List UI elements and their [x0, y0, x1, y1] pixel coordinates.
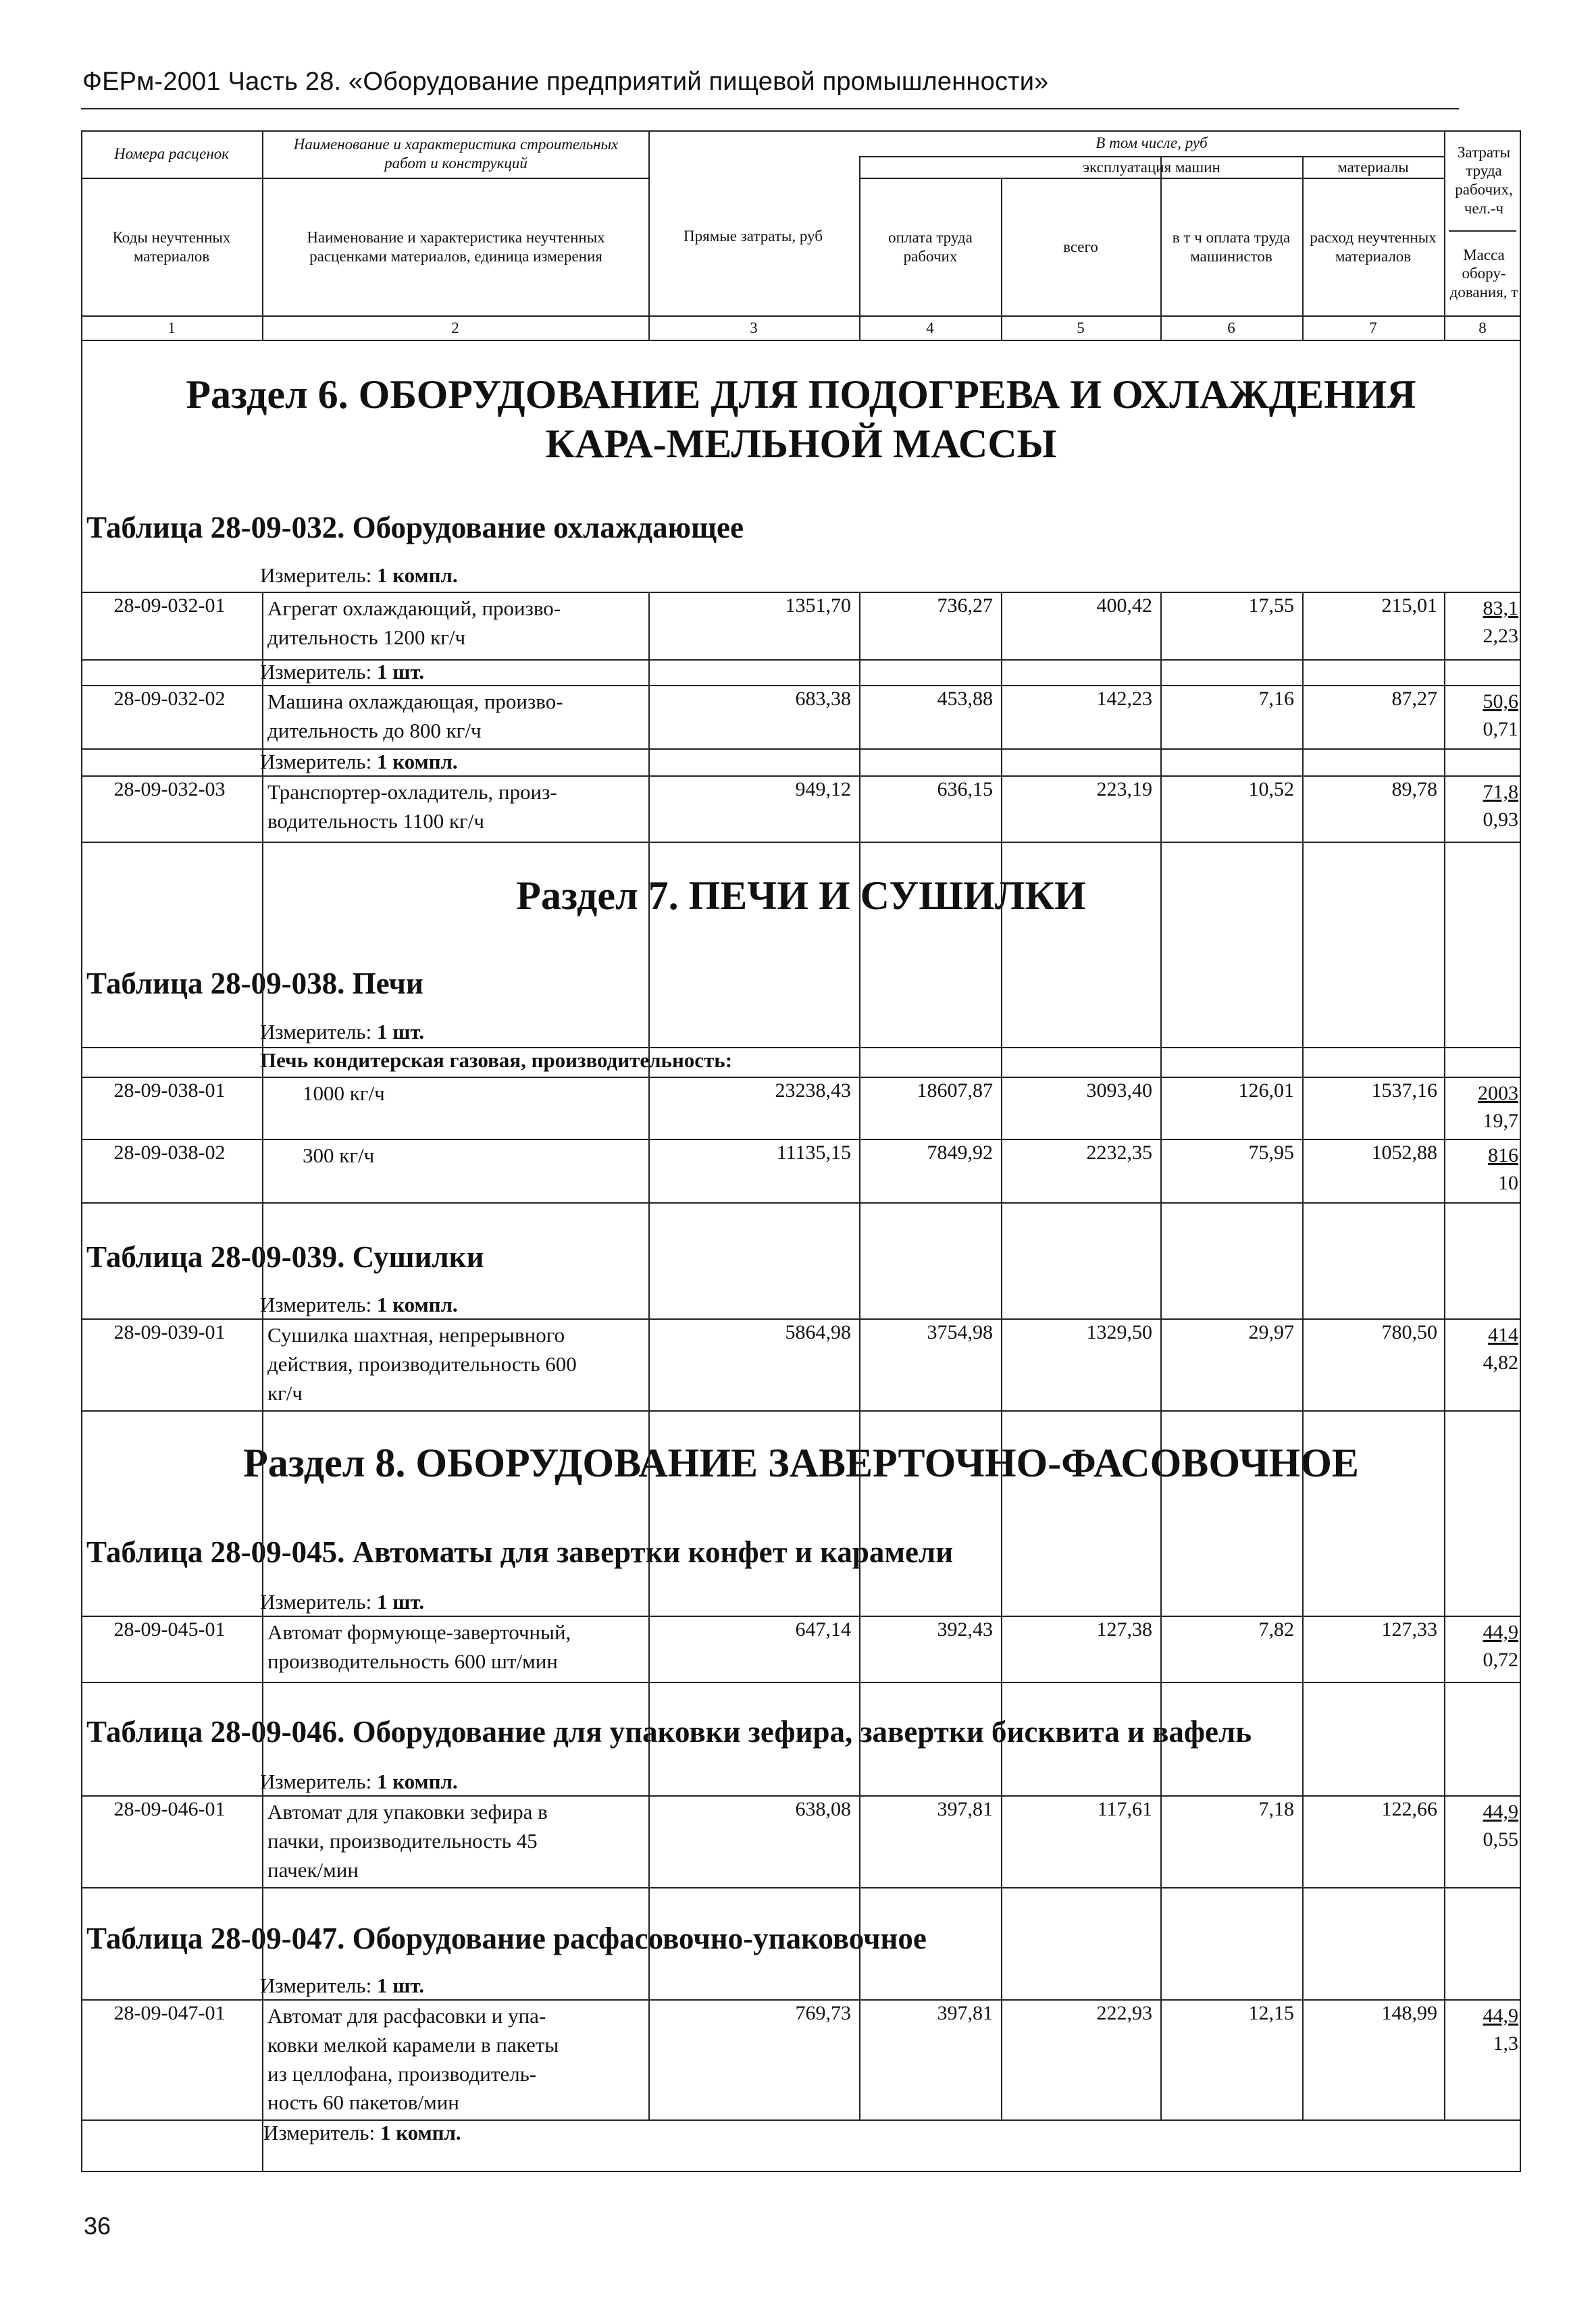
unit-prefix: Измеритель:	[260, 1770, 372, 1793]
table-title: Таблица 28-09-047. Оборудование расфасовочно-упаковочное	[86, 1922, 927, 1955]
cell-direct-costs: 683,38	[795, 688, 851, 710]
row-rule	[81, 1616, 1521, 1617]
row-rule	[81, 1077, 1521, 1078]
cell-machines-total: 222,93	[1096, 2002, 1152, 2024]
cell-labor-pay: 18607,87	[917, 1079, 993, 1102]
table-row	[81, 594, 1521, 659]
unit-line	[263, 2121, 461, 2145]
row-name: Автомат формующе-заверточный, производительность 600 шт/мин	[267, 1620, 571, 1673]
table-row	[81, 1618, 1521, 1680]
row-rule	[81, 1682, 1521, 1683]
row-rule	[81, 1139, 1521, 1140]
table-row	[81, 688, 1521, 750]
cell-direct-costs: 5864,98	[785, 1321, 851, 1343]
header-number: 2	[451, 319, 459, 337]
unit-prefix: Измеритель:	[260, 1293, 372, 1316]
cell-materials: 780,50	[1381, 1321, 1437, 1343]
table-title: Таблица 28-09-032. Оборудование охлаждающее	[86, 511, 744, 544]
running-head: ФЕРм-2001 Часть 28. «Оборудование предприятий пищевой промышленности»	[82, 68, 1049, 96]
row-code: 28-09-047-01	[113, 2002, 226, 2024]
unit-prefix: Измеритель:	[260, 563, 372, 587]
header-number: 7	[1369, 319, 1377, 337]
row-code: 28-09-032-03	[113, 778, 226, 800]
header-rule	[1302, 156, 1304, 341]
unit-prefix: Измеритель:	[260, 1590, 372, 1614]
cell-materials: 122,66	[1381, 1798, 1437, 1820]
column-rule	[1001, 592, 1002, 2121]
header-number: 3	[750, 319, 758, 337]
unit-prefix: Измеритель:	[260, 1974, 372, 1997]
table-row	[81, 1321, 1521, 1409]
cell-labor-mass: 414 4,82	[1483, 1324, 1518, 1374]
table-title: Таблица 28-09-046. Оборудование для упаковки зефира, завертки бисквита и вафель	[86, 1715, 1252, 1749]
cell-labor-pay: 397,81	[937, 2002, 993, 2024]
column-rule	[262, 592, 263, 2172]
row-code: 28-09-032-01	[113, 594, 226, 617]
cell-labor-mass: 2003 19,7	[1478, 1082, 1518, 1133]
section-title: Раздел 7. ПЕЧИ И СУШИЛКИ	[516, 873, 1086, 918]
unit-line	[260, 750, 458, 774]
unit-prefix: Измеритель:	[263, 2121, 376, 2144]
column-rule	[1160, 592, 1162, 2121]
cell-operators-pay: 12,15	[1248, 2002, 1294, 2024]
cell-materials: 127,33	[1381, 1618, 1437, 1641]
cell-materials: 89,78	[1391, 778, 1437, 800]
header-group-machines: эксплуатация машин	[1083, 159, 1220, 176]
header-col2-bottom: Наименование и характеристика неучтенных расценками материалов, единица измерения	[307, 229, 605, 265]
cell-direct-costs: 949,12	[795, 778, 851, 800]
unit-line	[260, 660, 424, 684]
header-number: 5	[1077, 319, 1085, 337]
row-name: Транспортер-охладитель, произ- водительность 1100 кг/ч	[267, 780, 557, 833]
table-row	[81, 778, 1521, 840]
cell-labor-pay: 392,43	[937, 1618, 993, 1641]
header-col2-top: Наименование и характеристика строительных работ и конструкций	[293, 136, 619, 172]
header-number: 8	[1478, 319, 1487, 337]
row-code: 28-09-038-01	[113, 1079, 226, 1102]
row-code: 28-09-045-01	[113, 1618, 226, 1641]
section-title: Раздел 6. ОБОРУДОВАНИЕ ДЛЯ ПОДОГРЕВА И ОХЛАЖДЕНИЯ КАРА-МЕЛЬНОЙ МАССЫ	[186, 372, 1416, 467]
cell-direct-costs: 647,14	[795, 1618, 851, 1641]
header-rule	[1160, 156, 1162, 341]
row-code: 28-09-032-02	[113, 688, 226, 710]
cell-machines-total: 2232,35	[1086, 1141, 1152, 1164]
cell-machines-total: 127,38	[1096, 1618, 1152, 1641]
unit-value: 1 компл.	[376, 1293, 458, 1316]
cell-labor-pay: 7849,92	[927, 1141, 993, 1164]
header-number: 1	[168, 319, 176, 337]
row-rule	[81, 1795, 1521, 1797]
table-title: Таблица 28-09-038. Печи	[86, 967, 423, 1000]
header-col1-top: Номера расценок	[113, 145, 230, 163]
cell-labor-pay: 453,88	[937, 688, 993, 710]
section-title: Раздел 8. ОБОРУДОВАНИЕ ЗАВЕРТОЧНО-ФАСОВОЧНОЕ	[243, 1441, 1359, 1485]
header-col8-bottom: Масса обору-дования, т	[1449, 246, 1518, 301]
column-rule	[859, 592, 860, 2121]
header-col4: оплата труда рабочих	[888, 229, 973, 265]
cell-labor-pay: 736,27	[937, 594, 993, 617]
row-name: Автомат для упаковки зефира в пачки, производительность 45 пачек/мин	[267, 1800, 548, 1882]
header-group: В том числе, руб	[1096, 134, 1208, 152]
cell-labor-mass: 44,9 1,3	[1483, 2005, 1518, 2055]
cell-machines-total: 223,19	[1096, 778, 1152, 800]
cell-labor-pay: 636,15	[937, 778, 993, 800]
header-col6: в т ч оплата труда машинистов	[1172, 229, 1291, 265]
header-col7: расход неучтенных материалов	[1310, 229, 1437, 265]
unit-value: 1 шт.	[376, 1020, 425, 1044]
cell-materials: 1537,16	[1371, 1079, 1437, 1102]
table-title: Таблица 28-09-039. Сушилки	[86, 1240, 484, 1274]
header-rule	[262, 130, 263, 341]
column-rule	[648, 592, 650, 2121]
unit-line	[260, 1974, 424, 1998]
row-rule	[81, 1318, 1521, 1320]
column-rule	[1302, 592, 1304, 2121]
cell-direct-costs: 769,73	[795, 2002, 851, 2024]
table-row	[81, 1141, 1521, 1201]
table-header	[81, 130, 1521, 341]
row-name: 1000 кг/ч	[303, 1081, 385, 1105]
header-rule	[648, 130, 650, 341]
table-row	[81, 2002, 1521, 2118]
unit-prefix: Измеритель:	[260, 750, 372, 773]
unit-line	[260, 1590, 424, 1614]
cell-direct-costs: 638,08	[795, 1798, 851, 1820]
header-col3: Прямые затраты, руб	[684, 228, 823, 245]
unit-value: 1 компл.	[376, 1770, 458, 1793]
cell-operators-pay: 126,01	[1238, 1079, 1294, 1102]
cell-machines-total: 117,61	[1097, 1798, 1152, 1820]
cell-operators-pay: 29,97	[1248, 1321, 1294, 1343]
unit-value: 1 компл.	[376, 750, 458, 773]
cell-operators-pay: 7,16	[1258, 688, 1294, 710]
cell-labor-mass: 71,8 0,93	[1483, 781, 1518, 831]
row-name: Сушилка шахтная, непрерывного действия, производительность 600 кг/ч	[267, 1323, 577, 1405]
cell-operators-pay: 10,52	[1248, 778, 1294, 800]
table-subhead: Печь кондитерская газовая, производительность:	[260, 1048, 733, 1072]
unit-value: 1 шт.	[376, 660, 425, 684]
cell-labor-pay: 397,81	[937, 1798, 993, 1820]
cell-labor-mass: 50,6 0,71	[1483, 690, 1518, 741]
table-title: Таблица 28-09-045. Автоматы для завертки конфет и карамели	[86, 1535, 954, 1569]
cell-labor-mass: 44,9 0,72	[1483, 1621, 1518, 1672]
unit-value: 1 шт.	[376, 1590, 425, 1614]
row-rule	[81, 1887, 1521, 1888]
header-col5: всего	[1063, 238, 1098, 256]
table-row	[81, 1079, 1521, 1139]
row-rule	[81, 1410, 1521, 1412]
row-rule	[81, 1202, 1521, 1204]
cell-operators-pay: 75,95	[1248, 1141, 1294, 1164]
column-rule	[1444, 592, 1445, 2121]
cell-machines-total: 1329,50	[1086, 1321, 1152, 1343]
cell-materials: 148,99	[1381, 2002, 1437, 2024]
row-name: Машина охлаждающая, произво- дительность до 800 кг/ч	[267, 690, 563, 742]
head-rule	[81, 108, 1459, 109]
unit-line	[260, 1770, 458, 1794]
cell-labor-pay: 3754,98	[927, 1321, 993, 1343]
unit-value: 1 компл.	[376, 563, 458, 587]
row-rule	[81, 1999, 1521, 2001]
unit-line	[260, 1020, 424, 1044]
header-number: 4	[926, 319, 934, 337]
row-name: Автомат для расфасовки и упа- ковки мелкой карамели в пакеты из целлофана, производитель- ность 60 пакетов/мин	[267, 2004, 559, 2115]
header-group-materials: материалы	[1337, 159, 1409, 176]
cell-machines-total: 3093,40	[1086, 1079, 1152, 1102]
header-rule	[81, 340, 1521, 341]
cell-materials: 87,27	[1391, 688, 1437, 710]
cell-direct-costs: 23238,43	[775, 1079, 851, 1102]
unit-value: 1 компл.	[380, 2121, 461, 2144]
row-name: 300 кг/ч	[303, 1143, 375, 1167]
row-rule	[81, 775, 1521, 777]
row-code: 28-09-046-01	[113, 1798, 226, 1820]
row-rule	[81, 685, 1521, 686]
cell-direct-costs: 11135,15	[776, 1141, 851, 1164]
cell-labor-mass: 83,1 2,23	[1483, 597, 1518, 648]
row-code: 28-09-038-02	[113, 1141, 226, 1164]
page-number: 36	[84, 2212, 111, 2240]
header-rule	[1444, 130, 1445, 341]
table-row	[81, 1798, 1521, 1886]
cell-labor-mass: 816 10	[1488, 1144, 1518, 1195]
cell-operators-pay: 17,55	[1248, 594, 1294, 617]
cell-machines-total: 400,42	[1096, 594, 1152, 617]
unit-line	[260, 1293, 458, 1317]
cell-operators-pay: 7,82	[1258, 1618, 1294, 1641]
row-rule	[81, 842, 1521, 843]
cell-machines-total: 142,23	[1096, 688, 1152, 710]
cell-operators-pay: 7,18	[1258, 1798, 1294, 1820]
row-rule	[81, 592, 1521, 593]
cell-direct-costs: 1351,70	[785, 594, 851, 617]
header-number: 6	[1227, 319, 1235, 337]
cell-labor-mass: 44,9 0,55	[1483, 1801, 1518, 1851]
unit-value: 1 шт.	[376, 1974, 425, 1997]
header-col8-top: Затраты труда рабочих, чел.-ч	[1455, 143, 1513, 217]
header-rule	[859, 156, 860, 341]
row-code: 28-09-039-01	[113, 1321, 226, 1343]
row-name: Агрегат охлаждающий, произво- дительность 1200 кг/ч	[267, 596, 561, 649]
unit-prefix: Измеритель:	[260, 660, 372, 684]
unit-line	[260, 563, 458, 588]
cell-materials: 1052,88	[1371, 1141, 1437, 1164]
cell-materials: 215,01	[1381, 594, 1437, 617]
header-col1-bottom: Коды неучтенных материалов	[112, 229, 231, 265]
unit-prefix: Измеритель:	[260, 1020, 372, 1044]
